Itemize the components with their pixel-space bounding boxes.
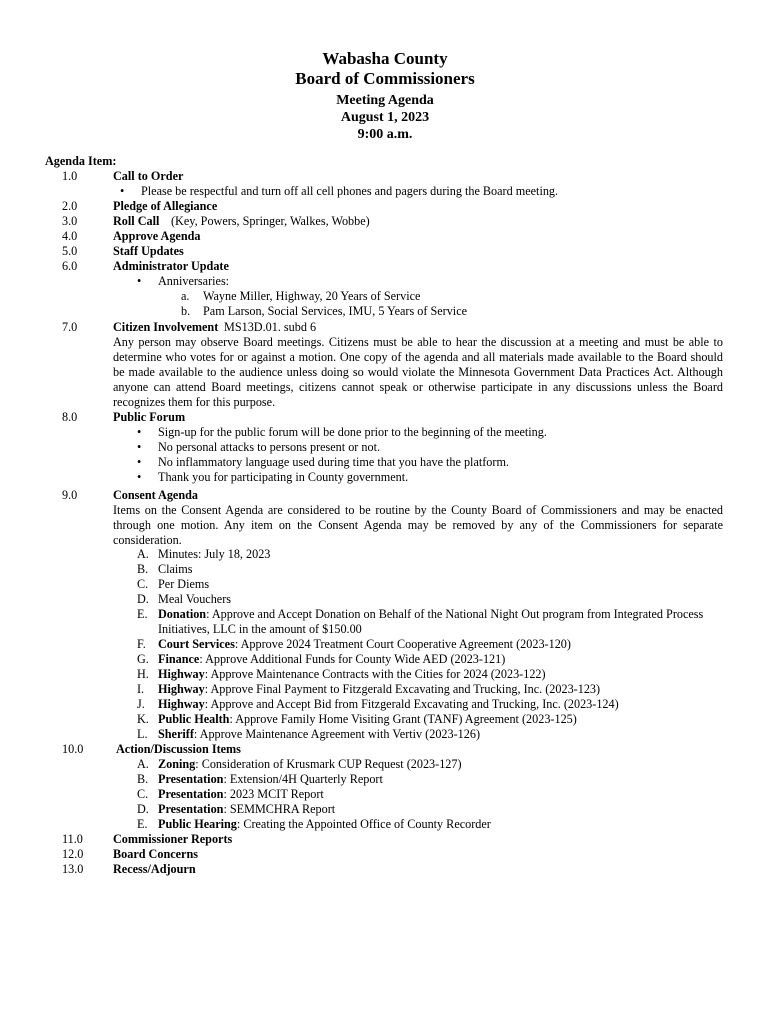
agenda-item-11 [0,832,770,847]
item-number: 13.0 [62,862,84,876]
list-item [0,667,770,682]
sub-text: : Approve and Accept Bid from Fitzgerald Excavating and Trucking, Inc. (2023-124) [204,697,619,711]
item-number: 8.0 [62,410,78,424]
sub-letter: G. [137,652,149,666]
sub-text: : Creating the Appointed Office of County Recorder [236,817,491,831]
list-item [0,727,770,742]
sub-label: Highway [158,667,205,681]
item-number: 1.0 [62,169,78,183]
list-item [0,652,770,667]
bullet-icon: • [120,184,125,198]
item-title: Citizen Involvement [113,320,219,334]
sub-text: Wayne Miller, Highway, 20 Years of Service [203,289,421,303]
sub-label: Presentation [158,772,224,786]
bullet-icon: • [137,274,142,288]
bullet-icon: • [137,440,142,454]
sub-label: Zoning [158,757,196,771]
sub-letter: H. [137,667,149,681]
sub-label: Court Services [158,637,235,651]
agenda-item-9 [0,488,770,503]
agenda-item-8 [0,410,770,425]
meeting-time: 9:00 a.m. [357,127,413,142]
list-item [0,274,770,289]
agenda-item-12 [0,847,770,862]
sub-letter: E. [137,817,148,831]
sub-label: Public Health [158,712,230,726]
doc-type-title: Meeting Agenda [336,93,434,108]
board-title: Board of Commissioners [295,69,475,88]
list-item [0,637,770,652]
agenda-item-10 [0,742,770,757]
list-item-continued [0,622,770,637]
sub-text: : Approve Family Home Visiting Grant (TANF) Agreement (2023-125) [229,712,577,726]
list-item [0,562,770,577]
sub-letter: B. [137,562,149,576]
sub-text: : Approve Maintenance Contracts with the Cities for 2024 (2023-122) [204,667,546,681]
sub-text: Initiatives, LLC in the amount of $150.00 [158,622,362,636]
sub-text: : Approve and Accept Donation on Behalf of the National Night Out program from Integrated Process [206,607,704,621]
sub-letter: F. [137,637,146,651]
sub-text: Per Diems [158,577,210,591]
sub-letter: B. [137,772,149,786]
sub-text: : Consideration of Krusmark CUP Request (2023-127) [195,757,462,771]
citizen-involvement-paragraph: Any person may observe Board meetings. Citizens must be able to hear the discussion at a meeting and must be able to determine who votes for or against a motion. One copy of the agenda and all materials made available to the Board should be made available to the audience unless doing so would violate the Minnesota Government Data Practices Act. Although anyone can attend Board meetings, citizens cannot speak or otherwise participate in any discussions unless the Board recognizes them for this purpose. [113,335,723,409]
meeting-date: August 1, 2023 [340,110,430,125]
sub-letter: L. [137,727,148,741]
item-title: Recess/Adjourn [113,862,196,876]
item-number: 7.0 [62,320,78,334]
sub-text: : Approve Additional Funds for County Wide AED (2023-121) [199,652,506,666]
sub-text: Claims [158,562,193,576]
bullet-text: Thank you for participating in County government. [158,470,409,484]
sub-label: Highway [158,697,205,711]
list-item [0,470,770,485]
list-item [0,577,770,592]
list-item [0,440,770,455]
list-item [0,712,770,727]
agenda-item-6 [0,259,770,274]
sub-label: Finance [158,652,200,666]
document-header [0,49,770,143]
item-number: 12.0 [62,847,84,861]
item-number: 3.0 [62,214,78,228]
bullet-text: Anniversaries: [158,274,230,288]
bullet-text: No personal attacks to persons present or not. [158,440,381,454]
agenda-item-1 [0,169,770,184]
county-title: Wabasha County [322,49,448,68]
list-item [0,802,770,817]
item-title: Commissioner Reports [113,832,233,846]
bullet-text: Sign-up for the public forum will be done prior to the beginning of the meeting. [158,425,547,439]
item-title: Staff Updates [113,244,184,258]
item-number: 5.0 [62,244,78,258]
agenda-label: Agenda Item: [45,154,117,168]
item-number: 2.0 [62,199,78,213]
item-number: 11.0 [62,832,83,846]
list-item [0,455,770,470]
sub-text: : Approve 2024 Treatment Court Cooperative Agreement (2023-120) [234,637,571,651]
sub-label: Highway [158,682,205,696]
sub-letter: C. [137,577,149,591]
agenda-item-3 [0,214,770,229]
list-item [0,425,770,440]
sub-text: : Extension/4H Quarterly Report [223,772,383,786]
sub-label: Presentation [158,802,224,816]
item-number: 9.0 [62,488,78,502]
item-title: Roll Call [113,214,160,228]
sub-label: Sheriff [158,727,194,741]
agenda-item-4 [0,229,770,244]
item-number: 6.0 [62,259,78,273]
item-title: Approve Agenda [113,229,201,243]
item-title: Board Concerns [113,847,198,861]
list-item [0,787,770,802]
list-item [0,184,770,199]
sub-text: Meal Vouchers [158,592,231,606]
bullet-text: Please be respectful and turn off all cell phones and pagers during the Board meeting. [141,184,559,198]
item-detail: (Key, Powers, Springer, Walkes, Wobbe) [171,214,370,228]
sub-letter: D. [137,592,149,606]
sub-letter: J. [137,697,145,711]
list-item [0,607,770,622]
sub-letter: E. [137,607,148,621]
sub-text: : 2023 MCIT Report [223,787,324,801]
sub-letter: b. [181,304,191,318]
agenda-item-2 [0,199,770,214]
sub-label: Presentation [158,787,224,801]
item-title: Consent Agenda [113,488,198,502]
list-item [0,682,770,697]
sub-letter: K. [137,712,149,726]
sub-letter: A. [137,547,149,561]
item-title: Call to Order [113,169,184,183]
sub-text: : SEMMCHRA Report [223,802,336,816]
sub-text: : Approve Maintenance Agreement with Vertiv (2023-126) [193,727,480,741]
list-item [0,817,770,832]
sub-letter: C. [137,787,149,801]
item-number: 4.0 [62,229,78,243]
sub-letter: D. [137,802,149,816]
list-item [0,592,770,607]
sub-text: Minutes: July 18, 2023 [158,547,271,561]
item-title: Pledge of Allegiance [113,199,218,213]
item-title: Action/Discussion Items [116,742,241,756]
bullet-icon: • [137,455,142,469]
list-item [0,547,770,562]
list-item [0,304,770,319]
list-item [0,757,770,772]
agenda-item-7 [0,320,770,335]
bullet-text: No inflammatory language used during time that you have the platform. [158,455,509,469]
item-number: 10.0 [62,742,84,756]
sub-letter: A. [137,757,149,771]
item-detail: MS13D.01. subd 6 [224,320,317,334]
consent-agenda-paragraph: Items on the Consent Agenda are considered to be routine by the County Board of Commissioners and may be enacted through one motion. Any item on the Consent Agenda may be removed by any of the Commissioners for separate consideration. [113,503,723,547]
list-item [0,697,770,712]
sub-label: Donation [158,607,207,621]
sub-text: Pam Larson, Social Services, IMU, 5 Years of Service [203,304,468,318]
list-item [0,289,770,304]
list-item [0,772,770,787]
sub-text: : Approve Final Payment to Fitzgerald Excavating and Trucking, Inc. (2023-123) [204,682,601,696]
item-title: Administrator Update [113,259,229,273]
sub-letter: I. [137,682,145,696]
item-title: Public Forum [113,410,186,424]
bullet-icon: • [137,425,142,439]
bullet-icon: • [137,470,142,484]
agenda-item-5 [0,244,770,259]
sub-letter: a. [181,289,190,303]
sub-label: Public Hearing [158,817,237,831]
agenda-item-13 [0,862,770,877]
